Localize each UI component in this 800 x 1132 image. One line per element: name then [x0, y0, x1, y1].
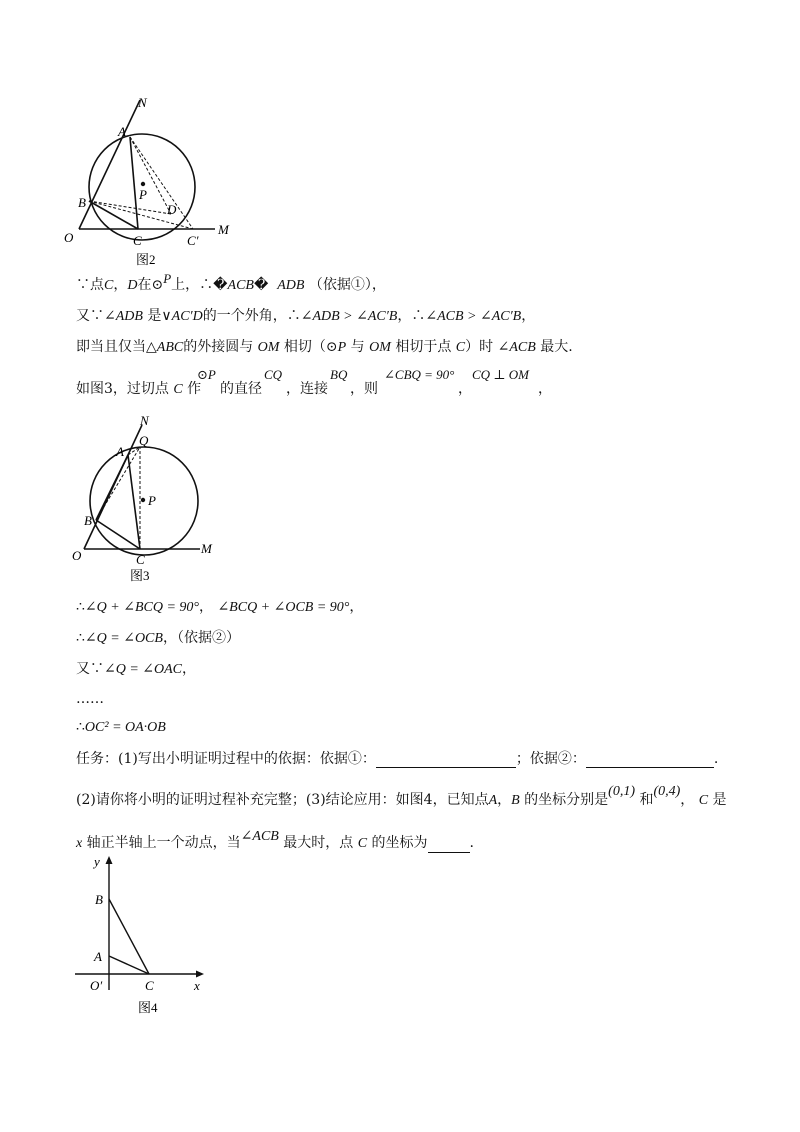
label-n: N: [140, 413, 149, 428]
label-y: y: [94, 854, 100, 869]
label-d: D: [167, 202, 177, 217]
label-m: M: [201, 541, 212, 556]
label-c: C: [136, 552, 145, 567]
label-x: x: [194, 978, 200, 993]
label-a: A: [118, 124, 126, 139]
label-c: C: [145, 978, 154, 993]
task-line-1: 任务：(1)写出小明证明过程中的依据：依据①： ；依据②： .: [76, 751, 719, 767]
label-n: N: [138, 95, 147, 110]
center-p-dot: [141, 498, 145, 502]
label-b: B: [95, 892, 103, 907]
segment-ab: [96, 455, 128, 520]
label-o: O: [72, 548, 82, 563]
task-line-2: (2)请你将小明的证明过程补充完整；(3)结论应用：如图4，已知点A，B 的坐标分别是(0,1) 和(0,4)， C 是: [76, 784, 727, 808]
figure-2-caption: 图2: [136, 252, 156, 267]
proof-line-4-connect: ，连接: [286, 381, 328, 397]
proof-line-1: ∵点C，D在⊙P上，∴�ACB� ADB （依据①），: [76, 271, 386, 293]
proof-line-4-end: ，: [538, 381, 552, 397]
proof-line-6: ∴∠Q = ∠OCB，（依据②）: [76, 630, 240, 646]
segment-ac: [128, 455, 140, 549]
proof-line-9: ∴OC² = OA·OB: [76, 719, 166, 735]
label-a: A: [116, 444, 124, 459]
label-c-prime: C′: [187, 233, 199, 248]
label-o-prime: O′: [90, 978, 103, 993]
figure-2: [60, 90, 260, 270]
label-c: C: [133, 233, 142, 248]
segment-bc: [109, 899, 149, 974]
proof-line-4-cq: CQ: [264, 367, 283, 382]
label-m: M: [218, 222, 229, 237]
proof-line-4-then: ，则: [350, 381, 378, 397]
proof-line-5: ∴∠Q + ∠BCQ = 90°， ∠BCQ + ∠OCB = 90°，: [76, 599, 364, 615]
label-p: P: [148, 493, 156, 508]
proof-line-3: 即当且仅当△ABC的外接圆与 OM 相切（⊙P 与 OM 相切于点 C）时 ∠ACB 最大.: [76, 339, 573, 355]
x-axis-arrow: [196, 971, 204, 978]
proof-line-4-cq-perp-om: CQ ⊥ OM: [472, 367, 530, 382]
figure-3: [60, 410, 260, 585]
center-p-dot: [141, 182, 145, 186]
label-b: B: [84, 513, 92, 528]
task-line-3: x 轴正半轴上一个动点，当∠ACB 最大时，点 C 的坐标为 .: [76, 829, 474, 851]
ray-on: [79, 100, 140, 229]
segment-ac-prime: [130, 137, 193, 229]
figure-3-caption: 图3: [130, 568, 150, 583]
proof-line-4: 如图3，过切点 C 作: [76, 381, 202, 397]
label-o: O: [64, 230, 74, 245]
segment-ac: [109, 956, 149, 974]
figure-4: [70, 850, 220, 1025]
answer-blank-basis-1[interactable]: [376, 753, 516, 768]
answer-blank-basis-2[interactable]: [586, 753, 714, 768]
proof-line-4-diameter: 的直径: [220, 381, 262, 397]
answer-blank-coordinate-c[interactable]: [428, 838, 470, 853]
proof-line-2: 又∵∠ADB 是∨AC′D的一个外角，∴∠ADB > ∠AC′B，∴∠ACB > ∠AC′B，: [76, 308, 536, 324]
label-b: B: [78, 195, 86, 210]
proof-line-7: 又∵∠Q = ∠OAC，: [76, 661, 197, 677]
proof-line-4-angle-cbq: ∠CBQ = 90°: [384, 367, 455, 382]
label-q: Q: [139, 433, 149, 448]
y-axis-arrow: [106, 856, 113, 864]
proof-line-4-comma: ，: [458, 381, 472, 397]
label-a: A: [94, 949, 102, 964]
proof-line-8: ……: [76, 691, 104, 707]
proof-line-4-bq: BQ: [330, 367, 348, 382]
label-p: P: [139, 187, 147, 202]
figure-4-caption: 图4: [138, 1000, 158, 1015]
proof-line-4-circle-p: ⊙P: [197, 367, 216, 382]
